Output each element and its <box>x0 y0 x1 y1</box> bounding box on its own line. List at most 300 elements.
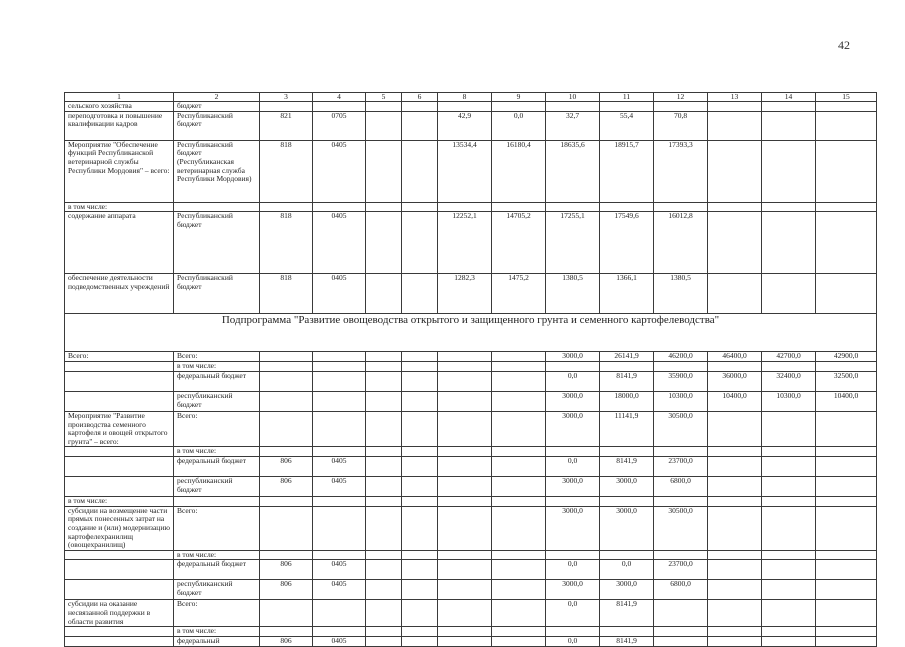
table-cell <box>438 102 492 112</box>
table-cell <box>762 497 816 507</box>
table-cell <box>260 411 313 447</box>
table-cell <box>762 274 816 314</box>
table-cell <box>438 497 492 507</box>
table-cell: 10400,0 <box>816 391 877 411</box>
table-cell <box>708 140 762 202</box>
table-cell: 8141,9 <box>600 600 654 627</box>
table-cell <box>762 362 816 372</box>
table-cell <box>762 212 816 274</box>
table-cell: 17255,1 <box>546 212 600 274</box>
table-row <box>65 636 877 646</box>
table-cell <box>762 627 816 637</box>
funding-source: Республиканский бюджет <box>174 111 260 140</box>
column-number: 5 <box>366 93 402 102</box>
column-number: 13 <box>708 93 762 102</box>
table-cell <box>492 202 546 212</box>
table-row <box>65 600 877 627</box>
table-cell <box>600 362 654 372</box>
table-row <box>65 627 877 637</box>
funding-source: Всего: <box>174 600 260 627</box>
table-cell: 16180,4 <box>492 140 546 202</box>
table-cell <box>816 362 877 372</box>
funding-source: бюджет <box>174 102 260 112</box>
table-cell <box>708 550 762 560</box>
column-number: 1 <box>65 93 174 102</box>
table-cell: 1366,1 <box>600 274 654 314</box>
table-cell <box>366 391 402 411</box>
table-cell: 806 <box>260 560 313 580</box>
table-cell <box>654 447 708 457</box>
table-cell <box>260 362 313 372</box>
table-row <box>65 274 877 314</box>
table-cell <box>366 140 402 202</box>
table-cell: 46400,0 <box>708 352 762 362</box>
table-cell: 18915,7 <box>600 140 654 202</box>
table-row <box>65 352 877 362</box>
table-cell <box>546 362 600 372</box>
table-cell <box>708 636 762 646</box>
table-cell <box>492 362 546 372</box>
row-label: в том числе: <box>65 497 174 507</box>
table-cell: 36000,0 <box>708 371 762 391</box>
table-cell <box>438 636 492 646</box>
table-cell <box>438 627 492 637</box>
table-cell <box>366 447 402 457</box>
funding-source: в том числе: <box>174 627 260 637</box>
table-cell: 8141,9 <box>600 371 654 391</box>
table-cell: 806 <box>260 636 313 646</box>
table-cell <box>402 560 438 580</box>
column-number: 8 <box>438 93 492 102</box>
row-label <box>65 371 174 391</box>
table-cell <box>762 447 816 457</box>
table-cell <box>708 600 762 627</box>
table-cell: 23700,0 <box>654 560 708 580</box>
table-cell <box>762 560 816 580</box>
table-cell <box>366 600 402 627</box>
table-cell <box>816 411 877 447</box>
column-number-row <box>65 93 877 102</box>
table-cell <box>438 457 492 477</box>
table-cell <box>492 636 546 646</box>
table-cell <box>313 497 366 507</box>
row-label <box>65 362 174 372</box>
table-cell <box>708 457 762 477</box>
table-cell <box>260 391 313 411</box>
table-cell: 3000,0 <box>546 411 600 447</box>
table-cell: 3000,0 <box>546 477 600 497</box>
table-cell <box>762 550 816 560</box>
table-cell <box>438 550 492 560</box>
table-cell <box>260 506 313 550</box>
table-cell: 0405 <box>313 274 366 314</box>
table-cell: 0,0 <box>546 636 600 646</box>
table-cell <box>366 274 402 314</box>
column-number: 2 <box>174 93 260 102</box>
table-cell: 12252,1 <box>438 212 492 274</box>
table-cell <box>492 102 546 112</box>
table-cell <box>260 550 313 560</box>
column-number: 9 <box>492 93 546 102</box>
table-cell <box>402 636 438 646</box>
table-cell <box>654 102 708 112</box>
table-cell <box>708 362 762 372</box>
table-row <box>65 362 877 372</box>
table-cell <box>546 497 600 507</box>
budget-table <box>64 92 877 647</box>
table-cell: 818 <box>260 212 313 274</box>
funding-source: в том числе: <box>174 550 260 560</box>
column-number: 3 <box>260 93 313 102</box>
table-cell <box>816 447 877 457</box>
table-cell <box>816 627 877 637</box>
table-cell <box>816 636 877 646</box>
table-cell <box>762 111 816 140</box>
table-cell <box>762 457 816 477</box>
table-cell: 42900,0 <box>816 352 877 362</box>
table-cell <box>438 600 492 627</box>
table-cell <box>260 497 313 507</box>
table-cell: 32500,0 <box>816 371 877 391</box>
table-cell: 818 <box>260 274 313 314</box>
table-cell <box>492 600 546 627</box>
table-row <box>65 550 877 560</box>
table-cell <box>313 447 366 457</box>
table-cell: 17393,3 <box>654 140 708 202</box>
table-cell: 3000,0 <box>600 506 654 550</box>
table-cell: 10300,0 <box>762 391 816 411</box>
table-cell: 806 <box>260 477 313 497</box>
table-cell <box>366 550 402 560</box>
table-cell: 0405 <box>313 580 366 600</box>
row-label <box>65 391 174 411</box>
table-cell: 806 <box>260 457 313 477</box>
funding-source: республиканский бюджет <box>174 477 260 497</box>
table-cell <box>492 477 546 497</box>
table-cell <box>438 447 492 457</box>
table-cell <box>708 202 762 212</box>
table-cell <box>654 636 708 646</box>
table-cell <box>402 102 438 112</box>
row-label <box>65 627 174 637</box>
table-cell: 35900,0 <box>654 371 708 391</box>
table-cell: 0,0 <box>600 560 654 580</box>
column-number: 4 <box>313 93 366 102</box>
table-cell <box>816 580 877 600</box>
table-cell <box>600 202 654 212</box>
table-cell <box>492 580 546 600</box>
row-label: субсидии на оказание несвязанной поддержки в области развития <box>65 600 174 627</box>
table-cell <box>816 457 877 477</box>
table-cell: 46200,0 <box>654 352 708 362</box>
table-cell <box>260 352 313 362</box>
table-row <box>65 497 877 507</box>
column-number: 10 <box>546 93 600 102</box>
table-cell <box>402 477 438 497</box>
table-cell <box>313 627 366 637</box>
row-label <box>65 447 174 457</box>
table-row <box>65 560 877 580</box>
table-cell <box>762 411 816 447</box>
funding-source: республиканский бюджет <box>174 580 260 600</box>
table-cell: 0405 <box>313 560 366 580</box>
table-cell <box>708 580 762 600</box>
funding-source: федеральный бюджет <box>174 371 260 391</box>
table-cell <box>402 352 438 362</box>
table-cell <box>708 212 762 274</box>
funding-source <box>174 202 260 212</box>
table-cell: 1380,5 <box>654 274 708 314</box>
table-cell: 0705 <box>313 111 366 140</box>
row-label: в том числе: <box>65 202 174 212</box>
table-cell <box>708 627 762 637</box>
table-cell <box>438 202 492 212</box>
funding-source: Всего: <box>174 352 260 362</box>
table-cell: 821 <box>260 111 313 140</box>
table-cell: 3000,0 <box>600 580 654 600</box>
row-label: переподготовка и повышение квалификации кадров <box>65 111 174 140</box>
funding-source: федеральный бюджет <box>174 457 260 477</box>
column-number: 15 <box>816 93 877 102</box>
table-cell: 6800,0 <box>654 477 708 497</box>
table-row <box>65 202 877 212</box>
table-cell <box>816 600 877 627</box>
table-cell: 14705,2 <box>492 212 546 274</box>
table-cell: 0405 <box>313 636 366 646</box>
table-cell <box>438 560 492 580</box>
table-cell <box>313 202 366 212</box>
funding-source: федеральный бюджет <box>174 560 260 580</box>
table-cell <box>816 550 877 560</box>
table-cell <box>438 362 492 372</box>
table-cell <box>492 391 546 411</box>
table-cell <box>366 411 402 447</box>
table-cell <box>708 477 762 497</box>
table-cell <box>762 102 816 112</box>
row-label <box>65 477 174 497</box>
funding-source: в том числе: <box>174 362 260 372</box>
table-cell: 8141,9 <box>600 636 654 646</box>
table-cell: 1475,2 <box>492 274 546 314</box>
table-cell <box>654 362 708 372</box>
row-label <box>65 550 174 560</box>
row-label: субсидии на возмещение части прямых понесенных затрат на создание и (или) модернизацию картофелехранилищ (овощехранилищ) <box>65 506 174 550</box>
table-row <box>65 140 877 202</box>
table-cell: 26141,9 <box>600 352 654 362</box>
table-cell <box>260 102 313 112</box>
table-cell <box>546 202 600 212</box>
table-cell <box>366 636 402 646</box>
table-cell <box>402 506 438 550</box>
table-cell <box>762 506 816 550</box>
row-label: Всего: <box>65 352 174 362</box>
table-cell <box>402 140 438 202</box>
table-cell <box>816 111 877 140</box>
table-cell <box>600 550 654 560</box>
table-cell <box>492 411 546 447</box>
table-cell: 0405 <box>313 140 366 202</box>
table-cell <box>366 202 402 212</box>
table-cell: 0,0 <box>546 371 600 391</box>
table-cell <box>366 352 402 362</box>
table-cell <box>708 497 762 507</box>
subprogram-title-row <box>65 314 877 352</box>
table-cell <box>654 550 708 560</box>
table-cell: 806 <box>260 580 313 600</box>
table-cell <box>546 627 600 637</box>
table-cell <box>762 202 816 212</box>
table-row <box>65 447 877 457</box>
table-row <box>65 506 877 550</box>
table-cell <box>260 447 313 457</box>
table-cell <box>654 202 708 212</box>
table-cell: 17549,6 <box>600 212 654 274</box>
table-row <box>65 580 877 600</box>
table-cell <box>492 447 546 457</box>
table-cell: 10400,0 <box>708 391 762 411</box>
table-cell: 3000,0 <box>546 580 600 600</box>
table-cell <box>438 371 492 391</box>
table-cell <box>402 362 438 372</box>
table-cell: 818 <box>260 140 313 202</box>
table-cell: 30500,0 <box>654 506 708 550</box>
funding-source: Всего: <box>174 411 260 447</box>
column-number: 11 <box>600 93 654 102</box>
table-cell <box>366 627 402 637</box>
table-cell <box>492 506 546 550</box>
table-cell: 1282,3 <box>438 274 492 314</box>
table-cell <box>438 411 492 447</box>
table-cell <box>708 111 762 140</box>
table-cell: 23700,0 <box>654 457 708 477</box>
row-label: сельского хозяйства <box>65 102 174 112</box>
table-cell <box>438 580 492 600</box>
table-cell <box>492 457 546 477</box>
funding-source: федеральный <box>174 636 260 646</box>
table-cell <box>492 352 546 362</box>
table-cell <box>402 550 438 560</box>
row-label: обеспечение деятельности подведомственных учреждений <box>65 274 174 314</box>
table-cell <box>313 352 366 362</box>
row-label: Мероприятие "Обеспечение функций Республиканской ветеринарной службы Республики Мордовия" – всего: <box>65 140 174 202</box>
table-cell <box>402 580 438 600</box>
table-cell <box>708 274 762 314</box>
table-cell <box>366 102 402 112</box>
table-row <box>65 477 877 497</box>
table-cell <box>762 140 816 202</box>
table-cell: 0,0 <box>546 600 600 627</box>
table-cell <box>260 627 313 637</box>
table-cell <box>762 477 816 497</box>
table-cell <box>492 560 546 580</box>
table-row <box>65 111 877 140</box>
column-number: 6 <box>402 93 438 102</box>
table-cell: 10300,0 <box>654 391 708 411</box>
table-cell <box>816 497 877 507</box>
table-cell <box>654 627 708 637</box>
table-cell <box>816 202 877 212</box>
table-cell: 1380,5 <box>546 274 600 314</box>
table-cell: 0,0 <box>546 560 600 580</box>
table-cell <box>366 497 402 507</box>
table-row <box>65 391 877 411</box>
table-cell <box>402 627 438 637</box>
table-cell <box>816 506 877 550</box>
table-cell <box>402 411 438 447</box>
table-cell <box>402 371 438 391</box>
table-cell <box>708 447 762 457</box>
table-cell <box>762 580 816 600</box>
table-cell: 3000,0 <box>546 506 600 550</box>
row-label <box>65 580 174 600</box>
table-cell <box>366 362 402 372</box>
funding-source: в том числе: <box>174 447 260 457</box>
table-cell <box>402 274 438 314</box>
table-cell <box>366 457 402 477</box>
table-cell <box>600 102 654 112</box>
table-cell: 55,4 <box>600 111 654 140</box>
table-cell <box>366 477 402 497</box>
row-label <box>65 457 174 477</box>
table-cell <box>366 111 402 140</box>
table-cell <box>313 411 366 447</box>
table-cell: 0,0 <box>546 457 600 477</box>
funding-source <box>174 497 260 507</box>
table-cell <box>366 580 402 600</box>
table-cell: 32400,0 <box>762 371 816 391</box>
subprogram-title: Подпрограмма "Развитие овощеводства открытого и защищенного грунта и семенного картофелеводства" <box>65 314 877 352</box>
table-row <box>65 457 877 477</box>
row-label: Мероприятие "Развитие производства семенного картофеля и овощей открытого грунта" – всего: <box>65 411 174 447</box>
table-cell <box>708 506 762 550</box>
row-label: содержание аппарата <box>65 212 174 274</box>
table-cell: 0405 <box>313 457 366 477</box>
table-cell: 3000,0 <box>600 477 654 497</box>
row-label <box>65 560 174 580</box>
table-cell <box>438 477 492 497</box>
funding-source: Республиканский бюджет <box>174 212 260 274</box>
table-cell <box>313 506 366 550</box>
table-cell <box>600 447 654 457</box>
table-cell <box>816 212 877 274</box>
table-cell <box>313 391 366 411</box>
table-cell <box>402 447 438 457</box>
table-cell <box>438 506 492 550</box>
table-cell <box>313 362 366 372</box>
table-cell <box>816 560 877 580</box>
table-cell <box>260 202 313 212</box>
table-cell <box>402 497 438 507</box>
table-row <box>65 102 877 112</box>
table-cell <box>546 550 600 560</box>
table-cell <box>402 212 438 274</box>
table-cell <box>313 600 366 627</box>
table-cell <box>816 274 877 314</box>
table-cell <box>600 497 654 507</box>
table-cell <box>260 371 313 391</box>
column-number: 14 <box>762 93 816 102</box>
table-row <box>65 212 877 274</box>
table-cell <box>708 102 762 112</box>
table-cell <box>313 102 366 112</box>
table-cell: 16012,8 <box>654 212 708 274</box>
table-cell <box>762 600 816 627</box>
table-cell: 3000,0 <box>546 391 600 411</box>
table-cell <box>492 371 546 391</box>
table-cell <box>816 477 877 497</box>
table-cell <box>708 560 762 580</box>
table-cell <box>260 600 313 627</box>
